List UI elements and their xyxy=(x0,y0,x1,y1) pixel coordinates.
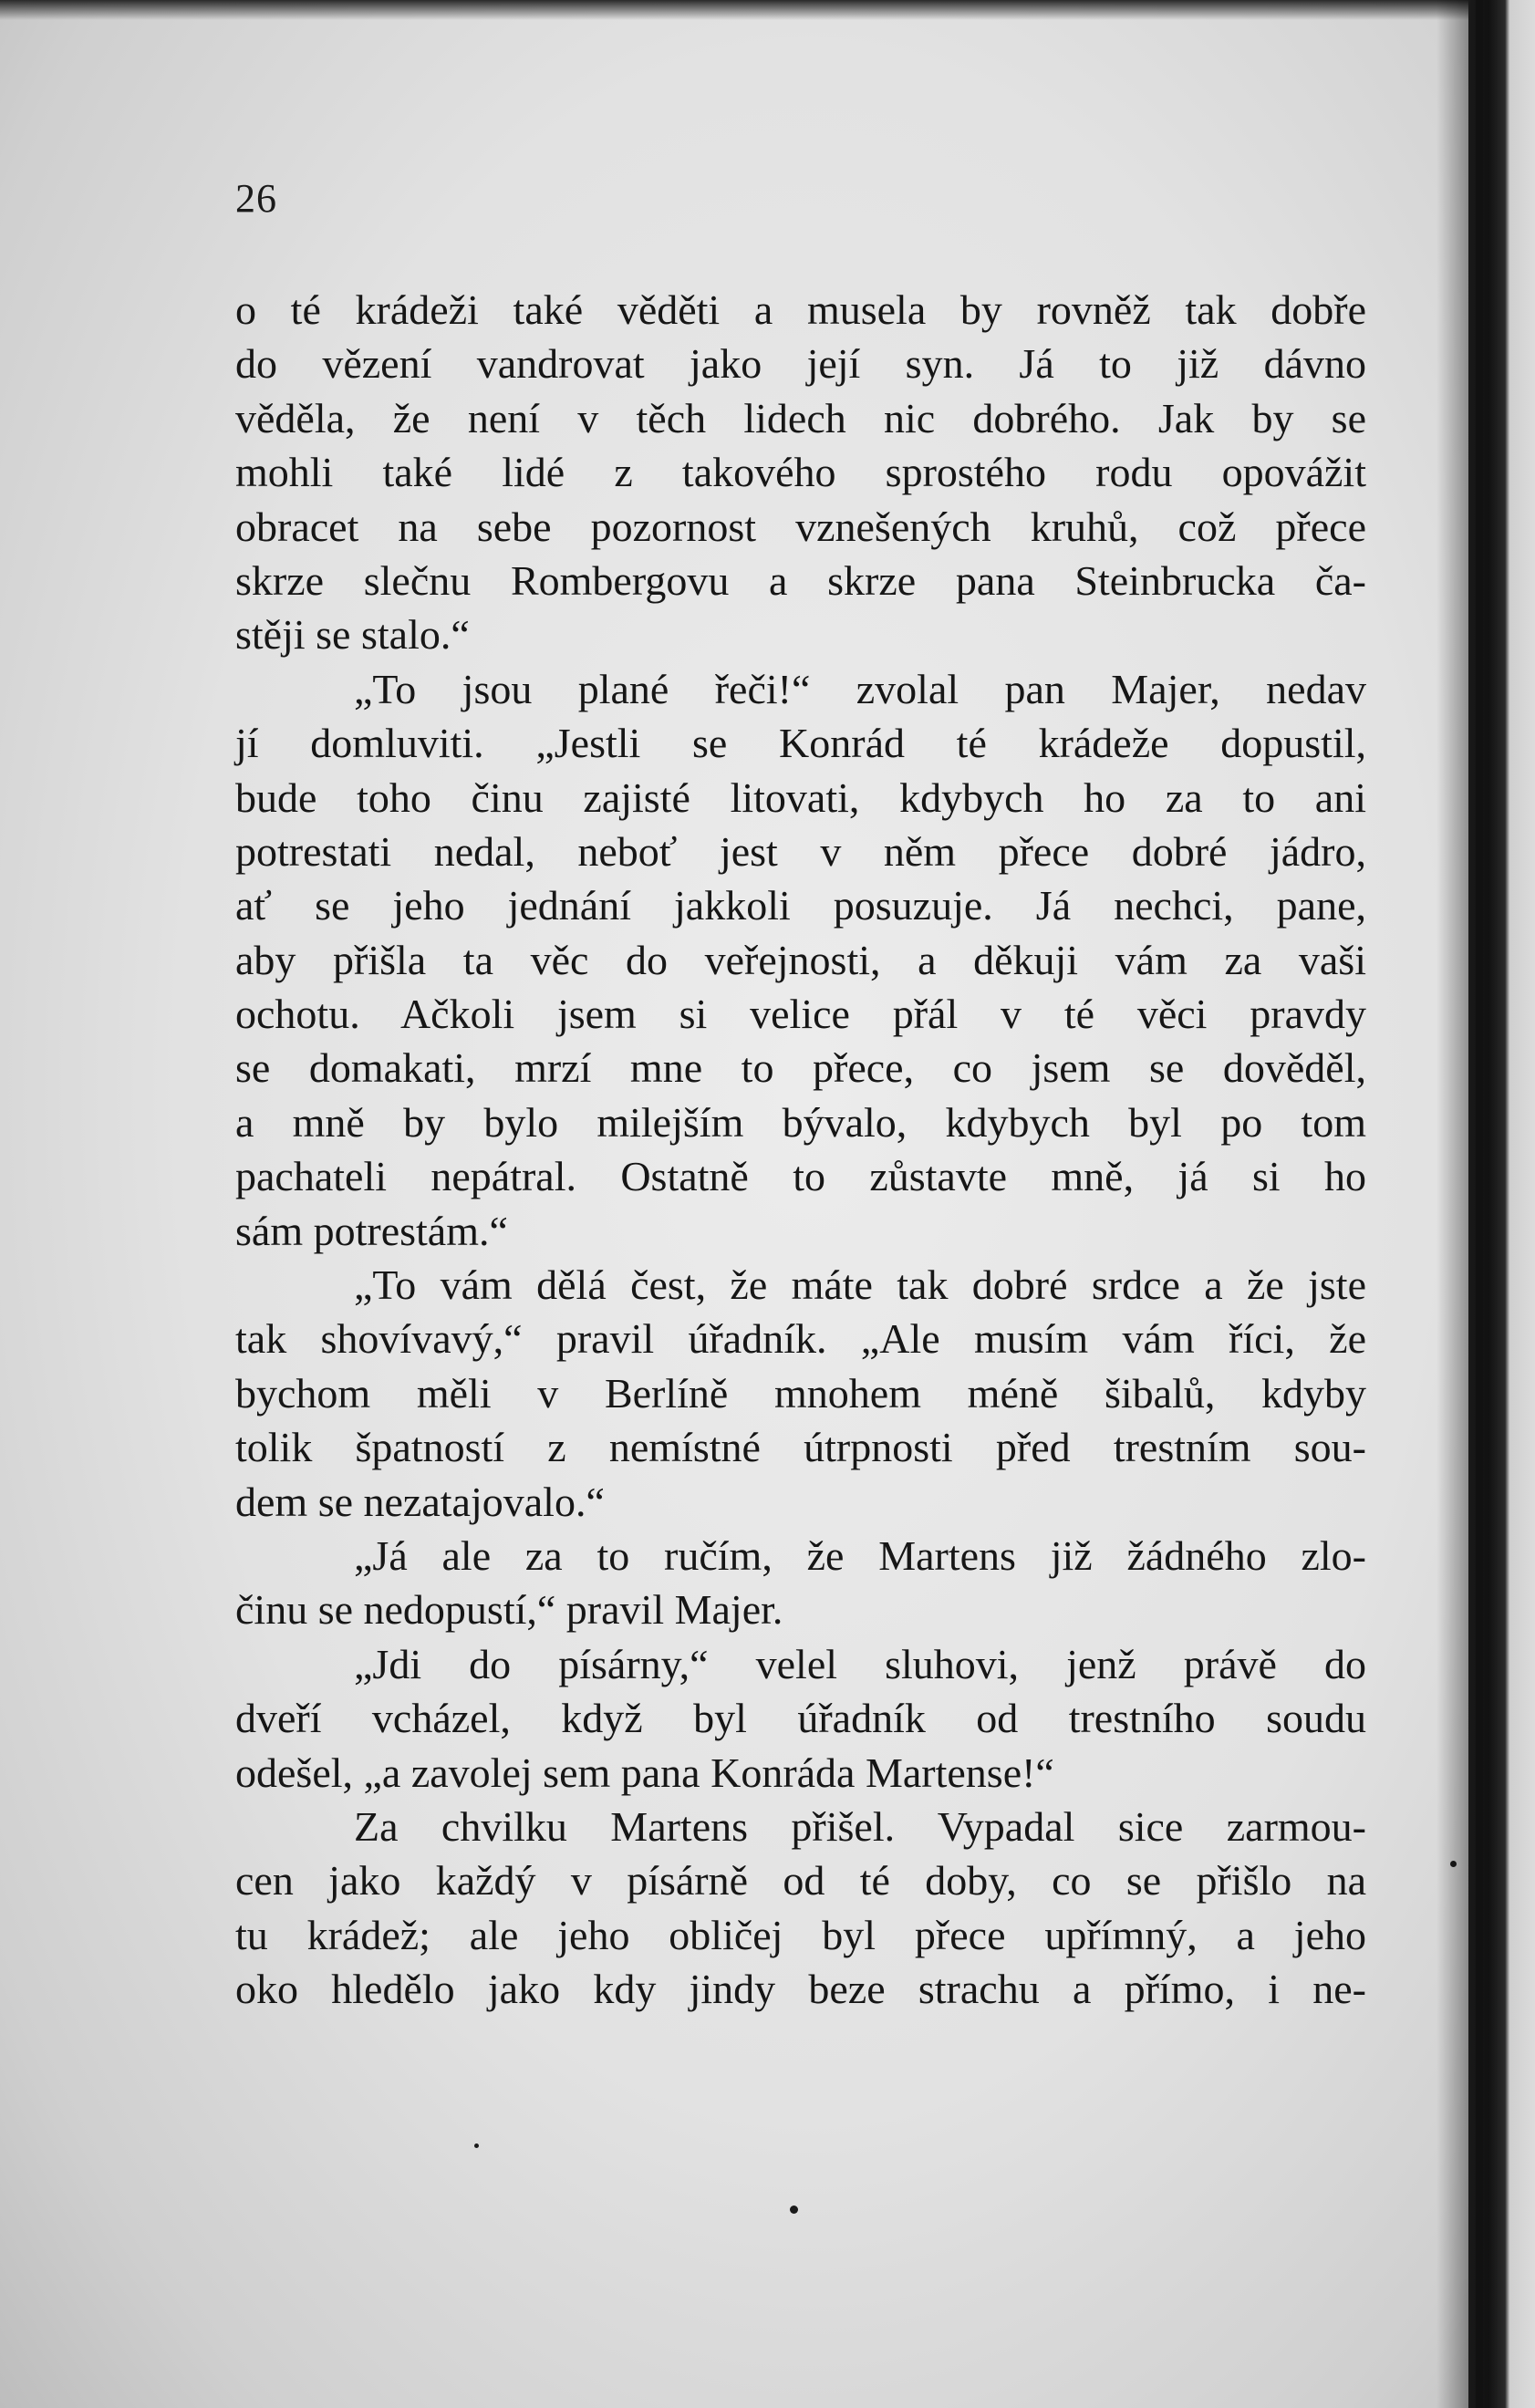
text-line: odešel, „a zavolej sem pana Konráda Martense!“ xyxy=(235,1749,1054,1796)
text-line: se domakati, mrzí mne to přece, co jsem se dověděl, xyxy=(235,1044,1366,1092)
text-line: mohli také lidé z takového sprostého rodu opovážit xyxy=(235,449,1366,496)
text-line: tak shovívavý,“ pravil úřadník. „Ale musím vám říci, že xyxy=(235,1315,1366,1363)
ink-speck xyxy=(790,2206,798,2214)
text-line: „To jsou plané řeči!“ zvolal pan Majer, nedav xyxy=(354,665,1366,712)
text-line: věděla, že není v těch lidech nic dobrého. Jak by se xyxy=(235,394,1366,441)
text-line: cen jako každý v písárně od té doby, co se přišlo na xyxy=(235,1857,1366,1905)
text-line: sám potrestám.“ xyxy=(235,1207,508,1254)
text-line: jí domluviti. „Jestli se Konrád té krádeže dopustil, xyxy=(235,720,1366,767)
text-line: tolik špatností z nemístné útrpnosti před trestním sou- xyxy=(235,1424,1366,1471)
text-line: činu se nedopustí,“ pravil Majer. xyxy=(235,1586,783,1634)
text-line: do vězení vandrovat jako její syn. Já to již dávno xyxy=(235,340,1366,388)
text-line: ochotu. Ačkoli jsem si velice přál v té věci pravdy xyxy=(235,991,1366,1038)
text-line: a mně by bylo milejším bývalo, kdybych byl po tom xyxy=(235,1098,1366,1146)
text-line: „Já ale za to ručím, že Martens již žádného zlo- xyxy=(354,1531,1366,1579)
text-line: pachateli nepátral. Ostatně to zůstavte mně, já si ho xyxy=(235,1153,1366,1200)
text-line: stěji se stalo.“ xyxy=(235,611,470,659)
text-line: ať se jeho jednání jakkoli posuzuje. Já nechci, pane, xyxy=(235,882,1366,929)
text-line: tu krádež; ale jeho obličej byl přece upřímný, a jeho xyxy=(235,1911,1366,1958)
text-line: „Jdi do písárny,“ velel sluhovi, jenž právě do xyxy=(354,1640,1366,1687)
page-number: 26 xyxy=(235,176,277,221)
text-line: dveří vcházel, když byl úřadník od trestního soudu xyxy=(235,1695,1366,1742)
text-line: oko hledělo jako kdy jindy beze strachu a přímo, i ne- xyxy=(235,1966,1366,2013)
page-edge-shadow xyxy=(1436,0,1468,2408)
text-line: dem se nezatajovalo.“ xyxy=(235,1478,605,1525)
text-line: potrestati nedal, neboť jest v něm přece dobré jádro, xyxy=(235,827,1366,875)
top-shadow-band xyxy=(0,0,1468,20)
text-line: obracet na sebe pozornost vznešených kruhů, což přece xyxy=(235,503,1366,550)
text-line: bychom měli v Berlíně mnohem méně šibalů, kdyby xyxy=(235,1369,1366,1417)
body-text xyxy=(235,283,1366,2017)
text-line: aby přišla ta věc do veřejnosti, a děkuji vám za vaši xyxy=(235,936,1366,983)
text-line: skrze slečnu Rombergovu a skrze pana Steinbrucka ča- xyxy=(235,556,1366,604)
binding-edge-line xyxy=(1476,0,1483,2408)
text-line: o té krádeži také věděti a musela by rovněž tak dobře xyxy=(235,286,1366,333)
text-line: „To vám dělá čest, že máte tak dobré srdce a že jste xyxy=(354,1261,1366,1309)
text-line: Za chvilku Martens přišel. Vypadal sice zarmou- xyxy=(354,1802,1366,1850)
ink-speck xyxy=(474,2143,479,2148)
text-line: bude toho činu zajisté litovati, kdybych ho za to ani xyxy=(235,773,1366,821)
